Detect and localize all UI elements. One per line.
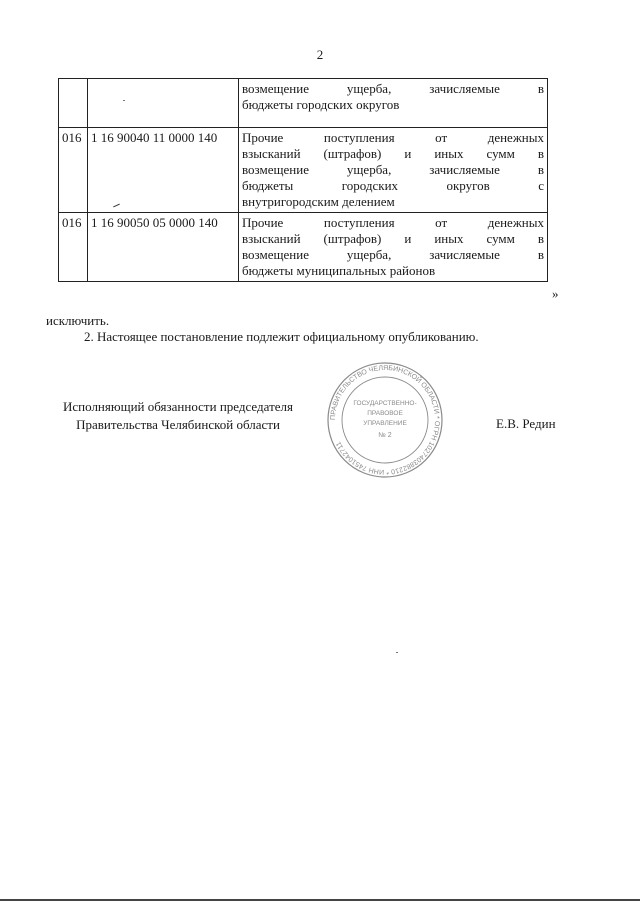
seal-center-line: ГОСУДАРСТВЕННО- [353, 400, 417, 407]
income-name-line: бюджеты муниципальных районов [242, 263, 436, 278]
income-name-line: Прочие поступления от денежных [242, 130, 544, 145]
income-name-line: бюджеты городских округов с [242, 178, 544, 193]
exclude-word: исключить. [46, 313, 110, 328]
budget-classification-code-cell: 1 16 90040 11 0000 140 [88, 128, 239, 213]
budget-classification-code-cell: 1 16 90050 05 0000 140 [88, 213, 239, 282]
income-name-line: возмещение ущерба, зачисляемые в [242, 81, 544, 96]
seal-center-line: № 2 [378, 432, 392, 439]
table-row [59, 213, 548, 282]
admin-code-cell: 016 [59, 128, 88, 213]
signatory-position-line: Исполняющий обязанности председателя [63, 399, 293, 414]
income-name-line: внутригородским делением [242, 194, 395, 209]
income-name-cell [239, 128, 548, 213]
table-row [59, 79, 548, 128]
income-name-line: возмещение ущерба, зачисляемые в [242, 247, 544, 262]
scan-bottom-edge [0, 899, 640, 901]
signatory-position [46, 398, 310, 434]
income-name-cell [239, 213, 548, 282]
income-name-cell [239, 79, 548, 128]
paragraph-2: 2. Настоящее постановление подлежит официальному опубликованию. [84, 329, 479, 344]
admin-code-cell [59, 79, 88, 128]
income-name-line: бюджеты городских округов [242, 97, 400, 112]
income-name-line: Прочие поступления от денежных [242, 215, 544, 230]
scan-artifact-dot [396, 652, 398, 653]
official-seal [325, 360, 445, 480]
seal-center-line: УПРАВЛЕНИЕ [363, 420, 407, 427]
scan-artifact-dot [123, 100, 125, 101]
table-row [59, 128, 548, 213]
income-name-line: возмещение ущерба, зачисляемые в [242, 162, 544, 177]
budget-classification-code-cell [88, 79, 239, 128]
budget-income-table [58, 78, 548, 282]
admin-code-cell: 016 [59, 213, 88, 282]
income-name-line: взысканий (штрафов) и иных сумм в [242, 146, 544, 161]
income-name-line: взысканий (штрафов) и иных сумм в [242, 231, 544, 246]
seal-outer-text-path: ПРАВИТЕЛЬСТВО ЧЕЛЯБИНСКОЙ ОБЛАСТИ * ОГРН 1027403882210 * ИНН 7451042711 [329, 364, 441, 476]
signatory-position-line: Правительства Челябинской области [76, 417, 280, 432]
page-number: 2 [316, 47, 324, 62]
closing-quote: » [552, 286, 559, 301]
signatory-name: Е.В. Редин [496, 416, 556, 431]
seal-center-line: ПРАВОВОЕ [367, 410, 403, 417]
